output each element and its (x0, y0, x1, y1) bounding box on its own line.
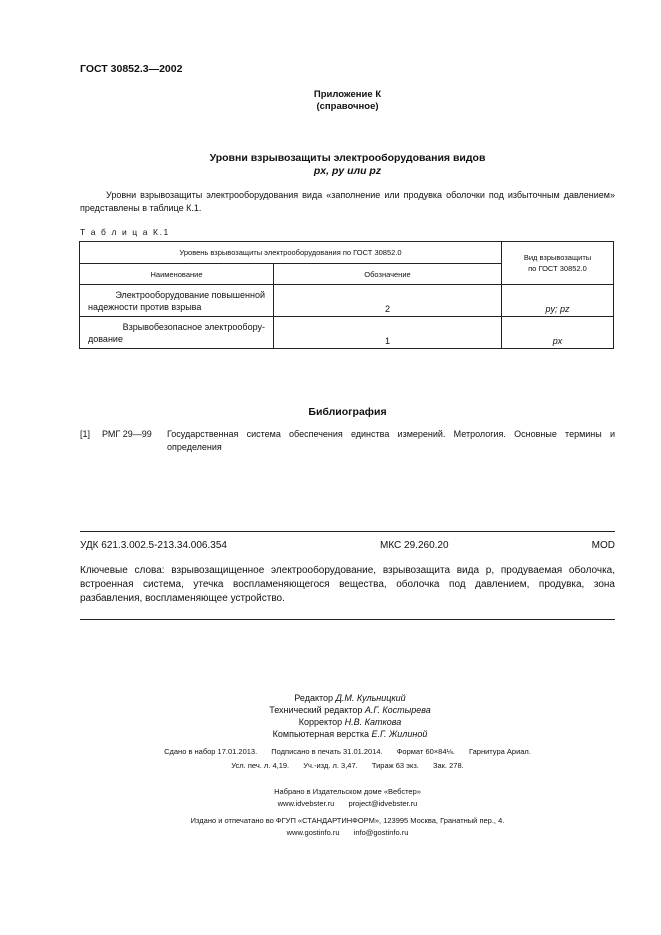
table-header-kind-line1: Вид взрывозащиты (523, 253, 592, 262)
row-name-cell (80, 317, 274, 349)
bib-reference: РМГ 29—99 (102, 429, 152, 439)
row-name-line1: Взрывобезопасное электрообору- (122, 321, 265, 332)
mks-code: МКС 29.260.20 (380, 540, 449, 551)
imprint-line2 (80, 759, 615, 772)
publisher-contacts (80, 797, 615, 810)
row-name-cell (80, 285, 274, 317)
appendix-heading (80, 89, 615, 113)
row-name-line2: дование (88, 333, 123, 344)
keywords: Ключевые слова: взрывозащищенное электрооборудование, взрывозащита вида р, продуваемая оболочка, встроенная система, утечка воспламеняющегося вещества, оболочка под давлением, продувка, зона разбавления, воспламеняющее устройство. (80, 565, 615, 604)
printer-line: Издано и отпечатано во ФГУП «СТАНДАРТИНФОРМ», 123995 Москва, Гранатный пер., 4. (190, 816, 505, 825)
credit-name: Н.В. Каткова (344, 717, 402, 727)
imprint-line1 (80, 745, 615, 758)
imprint-order: Зак. 278. (432, 761, 464, 770)
publisher-line: Набрано в Издательском доме «Вебстер» (274, 787, 421, 796)
credits-block (180, 692, 520, 740)
credit-name: Е.Г. Жилиной (371, 729, 428, 739)
imprint-print-sheets: Усл. печ. л. 4,19. (231, 761, 290, 770)
credit-role: Технический редактор (269, 705, 363, 715)
section-title-line2: px, py или pz (313, 165, 382, 177)
bib-text: Государственная система обеспечения единства измерений. Метрология. Основные термины и определения (167, 429, 615, 452)
divider-bottom (80, 619, 615, 620)
bib-number: [1] (80, 429, 91, 439)
printer-contacts (80, 826, 615, 839)
table-caption: Т а б л и ц а К.1 (80, 227, 170, 237)
table-row (80, 285, 614, 317)
table-header-kind-line2: по ГОСТ 30852.0 (528, 264, 587, 273)
printer-website[interactable]: www.gostinfo.ru (286, 828, 340, 837)
udk-code: УДК 621.3.002.5-213.34.006.354 (80, 540, 227, 551)
row-kind: py; pz (502, 285, 614, 317)
section-title (80, 152, 615, 178)
row-kind: px (502, 317, 614, 349)
credit-line (180, 728, 520, 740)
credit-name: А.Г. Костырева (364, 705, 431, 715)
standard-designation: ГОСТ 30852.3—2002 (80, 63, 183, 75)
row-name-line1: Электрооборудование повышенной (115, 289, 265, 300)
section-title-line1: Уровни взрывозащиты электрооборудования видов (209, 152, 486, 164)
imprint-typeface: Гарнитура Ариал. (468, 747, 531, 756)
table-header-code: Обозначение (274, 264, 502, 285)
table-group-header: Уровень взрывозащиты электрооборудования по ГОСТ 30852.0 (80, 242, 502, 264)
credit-line (180, 692, 520, 704)
bibliography-title: Библиография (308, 406, 387, 418)
credit-line (180, 716, 520, 728)
imprint-format: Формат 60×84⅛. (396, 747, 455, 756)
credit-role: Компьютерная верстка (272, 729, 370, 739)
table-header-name: Наименование (80, 264, 274, 285)
row-name-line2: надежности против взрыва (88, 301, 202, 312)
row-code: 1 (274, 317, 502, 349)
imprint-typeset-date: Сдано в набор 17.01.2013. (164, 747, 258, 756)
imprint-pub-sheets: Уч.-изд. л. 3,47. (303, 761, 358, 770)
publisher-website[interactable]: www.idvebster.ru (277, 799, 335, 808)
intro-paragraph: Уровни взрывозащиты электрооборудования вида «заполнение или продувка оболочки под избыточным давлением» представлены в таблице К.1. (80, 190, 615, 213)
table-header-kind (502, 242, 614, 285)
imprint-circulation: Тираж 63 экз. (371, 761, 419, 770)
table-row (80, 317, 614, 349)
credit-role: Корректор (298, 717, 343, 727)
imprint-signed-date: Подписано в печать 31.01.2014. (271, 747, 383, 756)
publisher-email[interactable]: project@idvebster.ru (348, 799, 418, 808)
row-code: 2 (274, 285, 502, 317)
credit-role: Редактор (294, 693, 334, 703)
divider-top (80, 531, 615, 532)
credit-name: Д.М. Кульницкий (335, 693, 406, 703)
printer-email[interactable]: info@gostinfo.ru (353, 828, 409, 837)
classification-line (80, 540, 615, 551)
credit-line (180, 704, 520, 716)
appendix-title: Приложение К (313, 89, 382, 100)
appendix-note: (справочное) (316, 101, 379, 112)
mod-label: MOD (591, 540, 615, 551)
protection-levels-table (79, 241, 614, 349)
